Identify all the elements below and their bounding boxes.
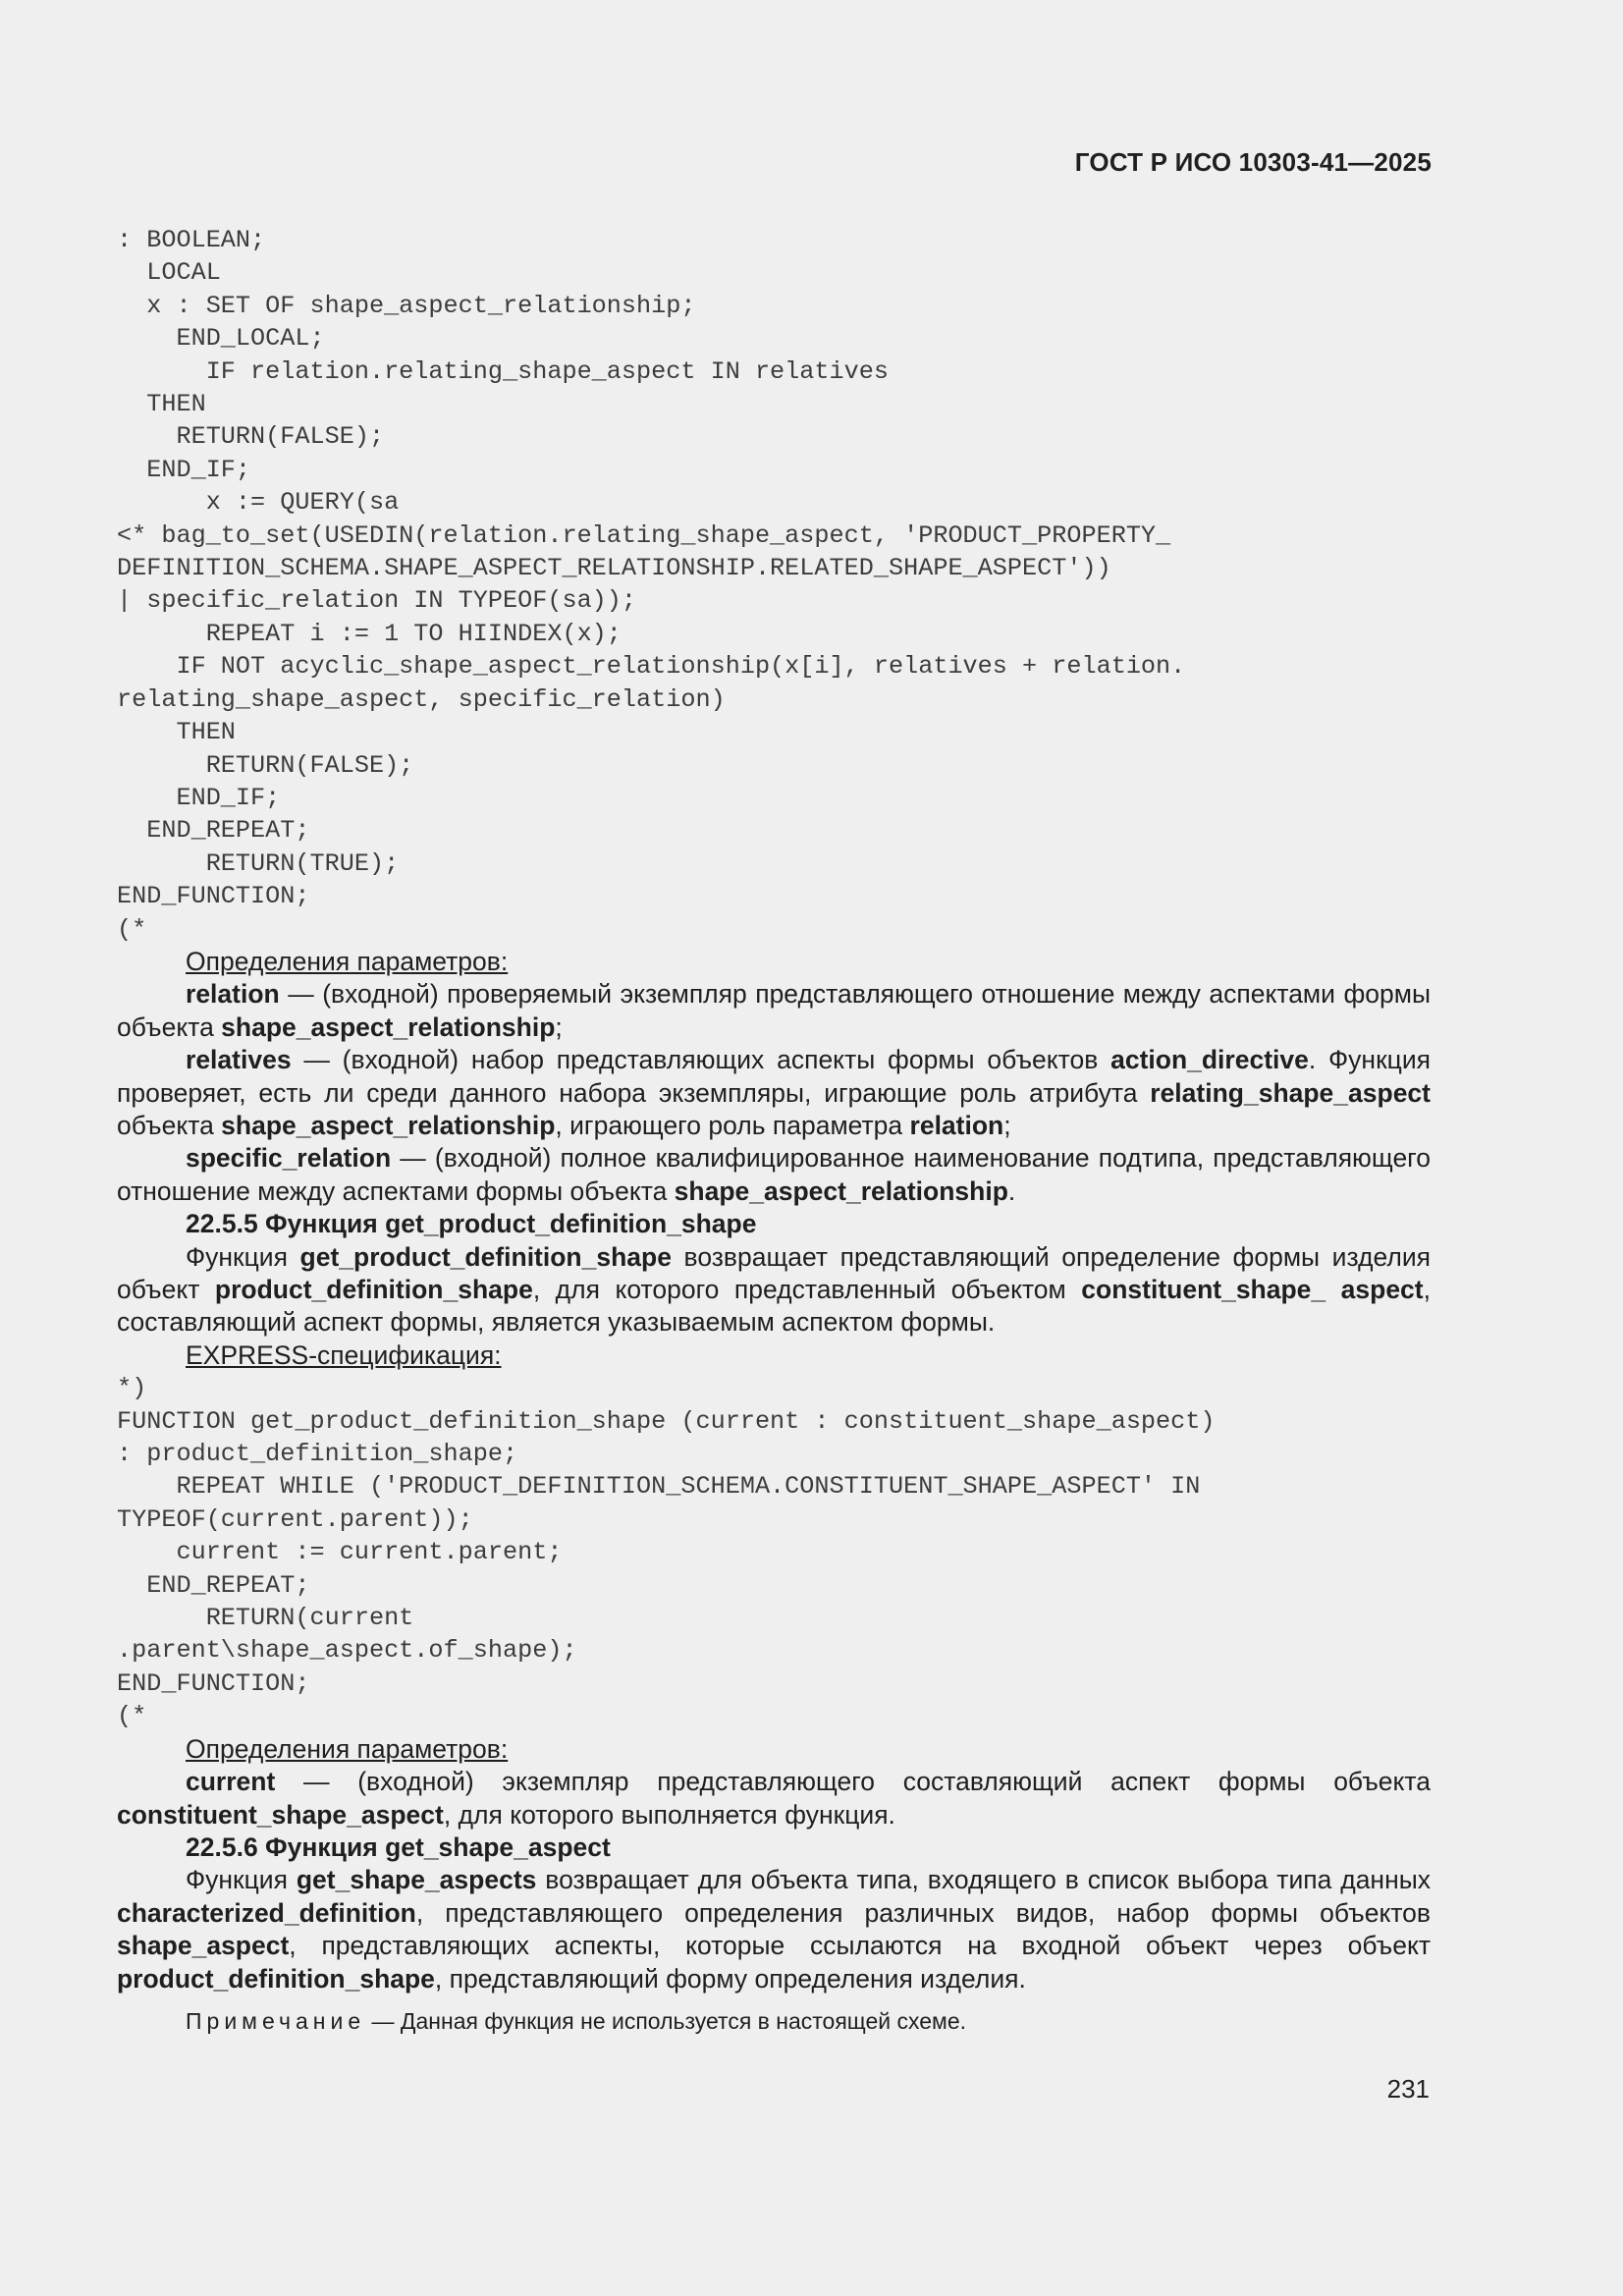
page-number: 231 [1386,2074,1430,2104]
note [117,2005,1431,2038]
page-content [117,224,1431,2060]
param-term: relation [186,979,280,1010]
section-22-5-5-description: Функция get_product_definition_shape возвращает представляющий определение формы изделия объект product_definition_shape, для которого представленный объектом constituent_shape_ aspect, составляющий аспект формы, является указываемым аспектом формы. [117,1241,1431,1338]
params-heading-2: Определения параметров: [186,1733,509,1764]
note-label: Примечание [186,2007,366,2034]
params-heading: Определения параметров: [186,946,509,976]
note-text: — Данная функция не используется в настоящей схеме. [365,2007,967,2034]
code-block-acyclic-function: : BOOLEAN; LOCAL x : SET OF shape_aspect_relationship; END_LOCAL; IF relation.relating_shape_aspect IN relatives THEN RETURN(FALSE); END_IF; x := QUERY(sa <* bag_to_set(USEDIN(relation.relating_shape_aspect, 'PRODUCT_PROPERTY_ DEFINITION_SCHEMA.SHAPE_ASPECT_RELATIONSHIP.RELATED_SHAPE_ASPECT')) | specific_relation IN TYPEOF(sa)); REPEAT i := 1 TO HIINDEX(x); IF NOT acyclic_shape_aspect_relationship(x[i], relatives + relation. relating_shape_aspect, specific_relation) THEN RETURN(FALSE); END_IF; END_REPEAT; RETURN(TRUE); END_FUNCTION; (* [117,226,1186,944]
param-relation: relation — (входной) проверяемый экземпляр представляющего отношение между аспектами формы объекта shape_aspect_relationship; [117,979,1431,1042]
section-heading-22-5-5: 22.5.5 Функция get_product_definition_shape [186,1209,757,1239]
param-current: current — (входной) экземпляр представляющего составляющий аспект формы объекта constituent_shape_aspect, для которого выполняется функция. [117,1767,1431,1830]
param-term: specific_relation [186,1143,392,1174]
express-spec-heading: EXPRESS-спецификация: [186,1339,502,1370]
param-term: current [186,1767,276,1797]
param-specific-relation: specific_relation — (входной) полное квалифицированное наименование подтипа, представляющего отношение между аспектами формы объекта shape_aspect_relationship. [117,1143,1431,1206]
section-heading-22-5-6: 22.5.6 Функция get_shape_aspect [186,1831,611,1862]
section-22-5-6-description: Функция get_shape_aspects возвращает для объекта типа, входящего в список выбора типа данных characterized_definition, представляющего определения различных видов, набор формы объектов shape_aspect, представляющих аспекты, которые ссылаются на входной объект через объект product_definition_shape, представляющий форму определения изделия. [117,1865,1431,1994]
code-block-get-product-definition-shape: *) FUNCTION get_product_definition_shape (current : constituent_shape_aspect) : product_definition_shape; REPEAT WHILE ('PRODUCT_DEFINITION_SCHEMA.CONSTITUENT_SHAPE_ASPECT' IN TYPEOF(current.parent)); current := current.parent; END_REPEAT; RETURN(current .parent\shape_aspect.of_shape); END_FUNCTION; (* [117,1374,1216,1731]
document-header: ГОСТ Р ИСО 10303-41—2025 [1074,147,1432,177]
param-term: relatives [186,1045,292,1075]
param-relatives: relatives — (входной) набор представляющих аспекты формы объектов action_directive. Функция проверяет, есть ли среди данного набора экземпляры, играющие роль атрибута relating_shape_aspect объекта shape_aspect_relationship, играющего роль параметра relation; [117,1045,1431,1140]
